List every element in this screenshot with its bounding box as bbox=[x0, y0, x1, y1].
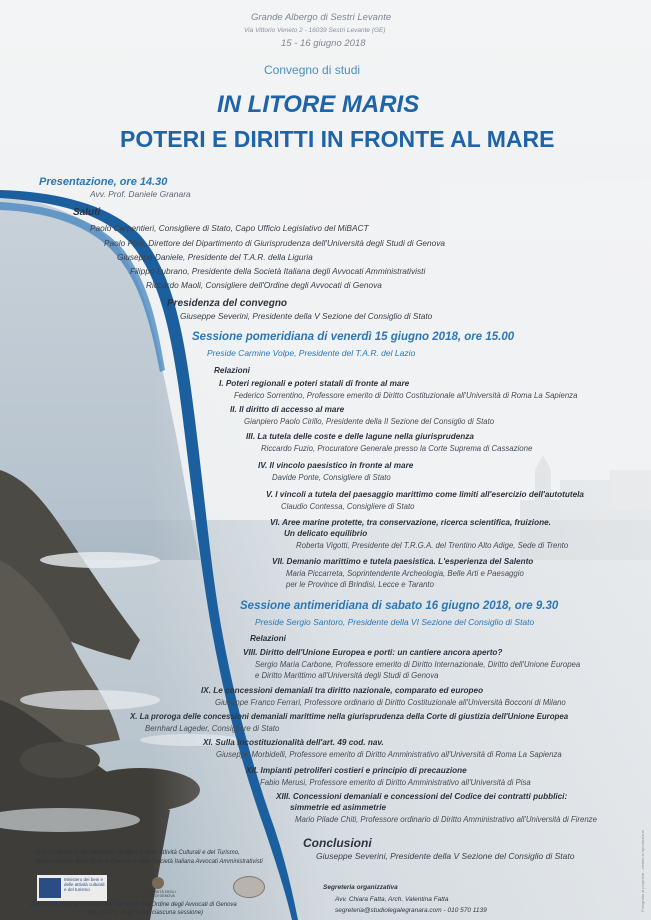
talk-title: VII. Demanio marittimo e tutela paesistica. L'esperienza del Salento bbox=[272, 557, 534, 566]
talk-title: XI. Sulla incostituzionalità dell'art. 49 cod. nav. bbox=[203, 738, 384, 747]
session2-relazioni-label: Relazioni bbox=[250, 634, 286, 643]
talk-speaker: Mario Pilade Chiti, Professore ordinario di Diritto Amministrativo all'Università di Firenze bbox=[295, 815, 597, 824]
talk-title-cont: simmetrie ed asimmetrie bbox=[290, 803, 387, 812]
saluti-item: Filippo Lubrano, Presidente della Società Italiana degli Avvocati Amministrativisti bbox=[130, 266, 426, 276]
talk-title: V. I vincoli a tutela del paesaggio marittimo come limiti all'esercizio dell'autotutela bbox=[266, 490, 584, 499]
patrocinio-line: Con il patrocinio del Ministero dei Beni e delle Attività Culturali e del Turismo, bbox=[36, 850, 240, 856]
conclusioni-title: Conclusioni bbox=[303, 836, 372, 850]
talk-title: III. La tutela delle coste e delle lagune nella giurisprudenza bbox=[246, 432, 474, 441]
main-subtitle: POTERI E DIRITTI IN FRONTE AL MARE bbox=[120, 126, 555, 152]
accredito-line: per 10 CFU (4 CFU per ciascuna sessione) bbox=[88, 910, 204, 916]
segreteria-title: Segreteria organizzativa bbox=[323, 884, 398, 891]
unige-logo bbox=[138, 877, 180, 901]
talk-speaker: per le Province di Brindisi, Lecce e Taranto bbox=[286, 580, 434, 589]
talk-title: X. La proroga delle concessioni demaniali marittime nella giurisprudenza della Corte di giustizia dell'Unione Europea bbox=[130, 712, 569, 721]
event-dates: 15 - 16 giugno 2018 bbox=[281, 38, 366, 49]
venue-address: Via Vittorio Veneto 2 - 16039 Sestri Levante (GE) bbox=[244, 27, 386, 34]
session1-title: Sessione pomeridiana di venerdì 15 giugno 2018, ore 15.00 bbox=[192, 331, 515, 343]
segreteria-names: Avv. Chiara Fatta, Arch. Valentina Fatta bbox=[335, 896, 449, 903]
presentazione-title: Presentazione, ore 14.30 bbox=[39, 176, 168, 188]
talk-title: I. Poteri regionali e poteri statali di fronte al mare bbox=[219, 379, 410, 388]
session2-preside: Preside Sergio Santoro, Presidente della VI Sezione del Consiglio di Stato bbox=[255, 617, 535, 627]
talk-title: XIII. Concessioni demaniali e concessioni del Codice dei contratti pubblici: bbox=[276, 792, 568, 801]
talk-title: IX. Le concessioni demaniali tra diritto nazionale, comparato ed europeo bbox=[201, 686, 484, 695]
talk-speaker: Riccardo Fuzio, Procuratore Generale presso la Corte Suprema di Cassazione bbox=[261, 444, 533, 453]
talk-speaker: Fabio Merusi, Professore emerito di Diritto Amministrativo all'Università di Pisa bbox=[260, 778, 531, 787]
talk-title: IV. Il vincolo paesistico in fronte al mare bbox=[258, 461, 414, 470]
talk-speaker: Giuseppe Morbidelli, Professore emerito di Diritto Amministrativo all'Università di Roma La Sapienza bbox=[216, 750, 562, 759]
talk-title: VIII. Diritto dell'Unione Europea e porti: un cantiere ancora aperto? bbox=[243, 648, 503, 657]
conclusioni-text: Giuseppe Severini, Presidente della V Sezione del Consiglio di Stato bbox=[316, 851, 575, 861]
segreteria-contact: segreteria@studiolegalegranara.com - 010 570 1139 bbox=[335, 907, 487, 914]
session1-relazioni-label: Relazioni bbox=[214, 366, 250, 375]
convegno-label: Convegno di studi bbox=[264, 63, 361, 77]
talk-speaker: Roberta Vigotti, Presidente del T.R.G.A. del Trentino Alto Adige, Sede di Trento bbox=[296, 541, 569, 550]
session2-title: Sessione antimeridiana di sabato 16 giugno 2018, ore 9.30 bbox=[240, 600, 559, 612]
talk-speaker: Davide Ponte, Consigliere di Stato bbox=[272, 473, 391, 482]
presidenza-title: Presidenza del convegno bbox=[167, 298, 288, 309]
talk-title: XII. Impianti petroliferi costieri e principio di precauzione bbox=[246, 766, 467, 775]
mibact-emblem-icon bbox=[39, 878, 61, 898]
accredito-line: L'evento è stato accreditato dal Consiglio dell'Ordine degli Avvocati di Genova bbox=[30, 902, 237, 908]
photo-credit: Fotografia di proprietà - vietata la riproduzione bbox=[640, 830, 645, 912]
venue-name: Grande Albergo di Sestri Levante bbox=[251, 12, 392, 23]
saluti-item: Paolo Pisa, Direttore del Dipartimento di Giurisprudenza dell'Università degli Studi di Genova bbox=[104, 238, 446, 248]
presidenza-text: Giuseppe Severini, Presidente della V Sezione del Consiglio di Stato bbox=[180, 311, 433, 321]
saluti-item: Riccardo Maoli, Consigliere dell'Ordine degli Avvocati di Genova bbox=[146, 280, 382, 290]
unige-seal-icon bbox=[152, 877, 164, 889]
talk-title-cont: Un delicato equilibrio bbox=[284, 529, 368, 538]
talk-speaker: Maria Piccarreta, Soprintendente Archeologia, Belle Arti e Paesaggio bbox=[286, 569, 524, 578]
saluti-item: Giuseppe Daniele, Presidente del T.A.R. della Liguria bbox=[117, 252, 313, 262]
session1-preside: Preside Carmine Volpe, Presidente del T.A.R. del Lazio bbox=[207, 348, 416, 358]
talk-speaker: Gianpiero Paolo Cirillo, Presidente della II Sezione del Consiglio di Stato bbox=[244, 417, 495, 426]
unige-logo-text: UNIVERSITÀ DEGLI STUDI DI GENOVA bbox=[142, 890, 176, 898]
talk-speaker: Sergio Maria Carbone, Professore emerito di Diritto Internazionale, Diritto dell'Unione Europea bbox=[255, 660, 581, 669]
presentazione-speaker: Avv. Prof. Daniele Granara bbox=[90, 189, 191, 199]
saluti-item: Paolo Carpentieri, Consigliere di Stato, Capo Ufficio Legislativo del MiBACT bbox=[90, 223, 369, 233]
talk-speaker: Federico Sorrentino, Professore emerito di Diritto Costituzionale all'Università di Roma La Sapienza bbox=[234, 391, 578, 400]
talk-speaker: e Diritto Marittimo all'Università degli Studi di Genova bbox=[255, 671, 439, 680]
main-title: IN LITORE MARIS bbox=[217, 91, 420, 118]
talk-speaker: Claudio Contessa, Consigliere di Stato bbox=[281, 502, 415, 511]
talk-title: II. Il diritto di accesso al mare bbox=[230, 405, 345, 414]
patrocinio-line: dell'Università degli Studi di Genova e della Società Italiana Avvocati Amministrativisti bbox=[36, 859, 263, 865]
talk-title: VI. Aree marine protette, tra conservazione, ricerca scientifica, fruizione. bbox=[270, 518, 551, 527]
talk-speaker: Bernhard Lageder, Consigliere di Stato bbox=[145, 724, 280, 733]
saluti-title: Saluti bbox=[73, 207, 101, 218]
talk-speaker: Giuseppe Franco Ferrari, Professore ordinario di Diritto Costituzionale all'Università Bocconi di Milano bbox=[215, 698, 566, 707]
mibact-logo bbox=[37, 875, 107, 901]
siaa-logo-icon bbox=[233, 876, 265, 898]
mibact-logo-text: Ministero dei beni e delle attività culturali e del turismo bbox=[64, 877, 105, 892]
